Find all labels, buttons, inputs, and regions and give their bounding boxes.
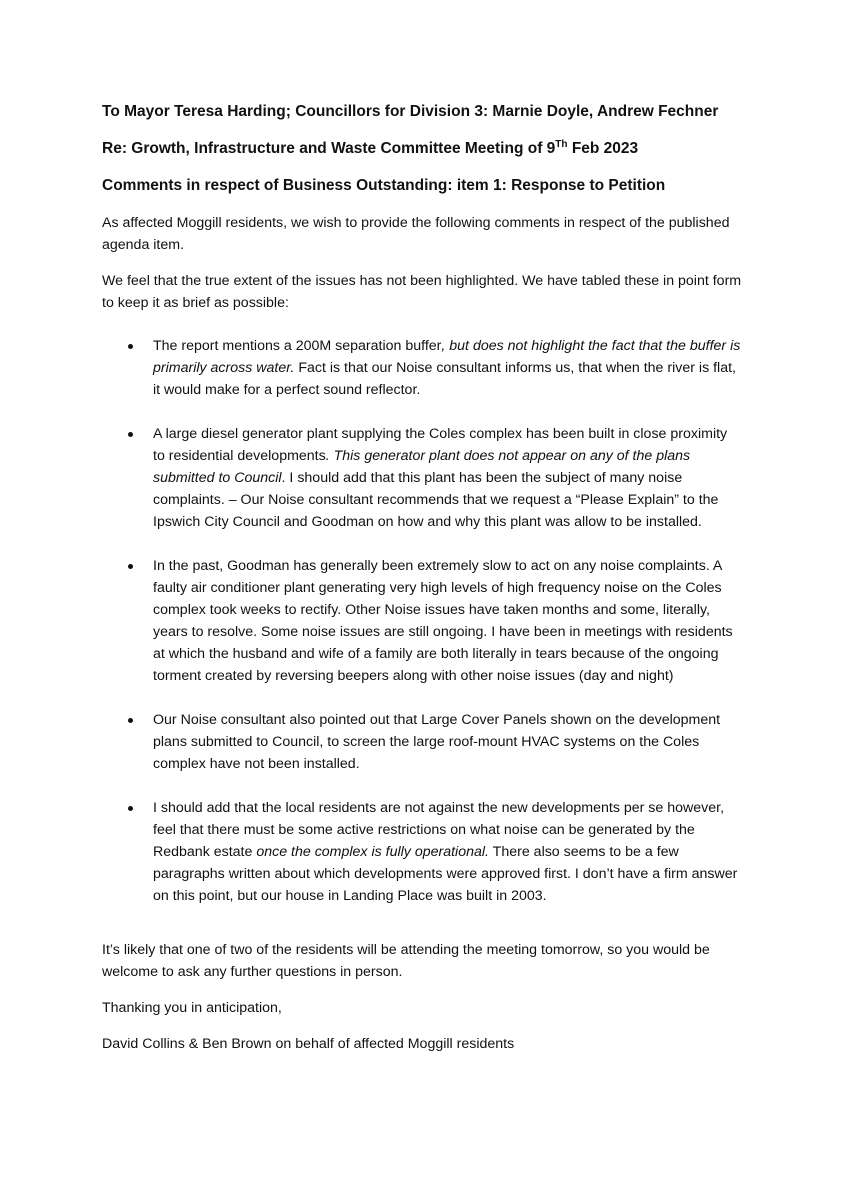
addressee-heading: To Mayor Teresa Harding; Councillors for Division 3: Marnie Doyle, Andrew Fechner xyxy=(102,103,719,120)
bullet-icon xyxy=(128,344,133,349)
issue-item-separation-buffer xyxy=(102,335,742,401)
subject-heading xyxy=(102,138,742,160)
issues-list xyxy=(102,335,742,907)
intro-paragraph-2: We feel that the true extent of the issues has not been highlighted. We have tabled these in point form to keep it as brief as possible: xyxy=(102,273,742,311)
intro-paragraph-1: As affected Moggill residents, we wish to provide the following comments in respect of the published agenda item. xyxy=(102,215,730,253)
issue-text: The report mentions a 200M separation buffer xyxy=(153,338,442,354)
sign-off: Thanking you in anticipation, xyxy=(102,1000,282,1016)
issue-text: Fact is that our Noise consultant informs us, that when the river is flat, it would make for a perfect sound reflector. xyxy=(153,360,736,398)
issue-text: A large diesel generator plant supplying the Coles complex has been built in close proximity to residential developments xyxy=(153,426,728,464)
bullet-icon xyxy=(128,806,133,811)
comments-heading: Comments in respect of Business Outstanding: item 1: Response to Petition xyxy=(102,177,666,194)
bullet-icon xyxy=(128,564,133,569)
bullet-icon xyxy=(128,432,133,437)
issue-text: There also seems to be a few paragraphs written about which developments were approved first. I don’t have a firm answer on this point, but our house in Landing Place was built in 2003. xyxy=(153,844,738,904)
issue-italic-text: . This generator plant does not appear on any of the plans submitted to Council xyxy=(153,448,691,486)
issue-text: . I should add that this plant has been the subject of many noise complaints. – Our Noise consultant recommends that we request a “Please Explain” to the Ipswich City Council and Goodman on how and why this plant was allow to be installed. xyxy=(153,470,719,530)
issue-italic-text: once the complex is fully operational. xyxy=(256,844,489,860)
bullet-icon xyxy=(128,718,133,723)
issue-text: I should add that the local residents are not against the new developments per se however, feel that there must be some active restrictions on what noise can be generated by the Redbank estate xyxy=(153,800,725,860)
issue-italic-text: , but does not highlight the fact that the buffer is primarily across water. xyxy=(153,338,741,376)
closing-paragraph: It’s likely that one of two of the residents will be attending the meeting tomorrow, so you would be welcome to ask any further questions in person. xyxy=(102,942,710,980)
issue-text: In the past, Goodman has generally been extremely slow to act on any noise complaints. A faulty air conditioner plant generating very high levels of high frequency noise on the Coles complex took weeks to rectify. Other Noise issues have taken months and some, literally, years to resolve. Some noise issues are still ongoing. I have been in meetings with residents at which the husband and wife of a family are both literally in tears because of the ongoing torment created by reversing beepers along with other noise issues (day and night) xyxy=(153,558,733,684)
issue-item-restrictions xyxy=(102,797,742,907)
issue-item-slow-response xyxy=(102,555,742,687)
issue-item-cover-panels xyxy=(102,709,742,775)
letter-body xyxy=(102,101,742,1069)
subject-heading-text: Re: Growth, Infrastructure and Waste Committee Meeting of 9 xyxy=(102,140,556,157)
subject-heading-date: Feb 2023 xyxy=(567,140,639,157)
issue-item-generator-plant xyxy=(102,423,742,533)
signature: David Collins & Ben Brown on behalf of affected Moggill residents xyxy=(102,1036,515,1052)
subject-heading-superscript: Th xyxy=(555,139,568,150)
issue-text: Our Noise consultant also pointed out that Large Cover Panels shown on the development plans submitted to Council, to screen the large roof-mount HVAC systems on the Coles complex have not been installed. xyxy=(153,712,721,772)
